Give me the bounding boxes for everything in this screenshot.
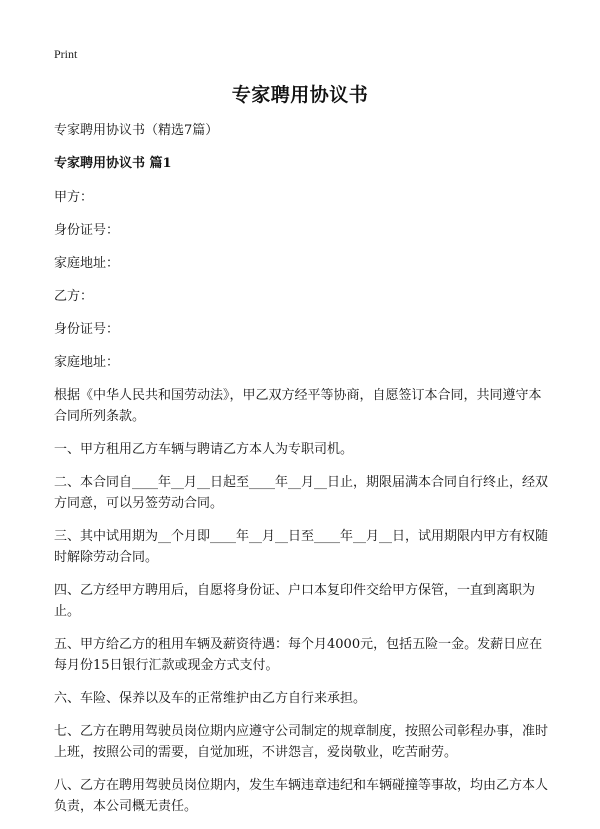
field-party-a: 甲方： bbox=[54, 190, 94, 205]
print-link[interactable]: Print bbox=[54, 47, 78, 61]
field-party-a-address: 家庭地址： bbox=[54, 256, 120, 271]
paragraph-clause-4: 四、乙方经甲方聘用后，自愿将身份证、户口本复印件交给甲方保管，一直到离职为止。 bbox=[54, 583, 536, 619]
field-party-b-address: 家庭地址： bbox=[54, 355, 120, 370]
paragraph-clause-7: 七、乙方在聘用驾驶员岗位期内应遵守公司制定的规章制度，按照公司彰程办事，准时上班，按照公司的需要，自觉加班，不讲怨言，爱岗敬业，吃苦耐劳。 bbox=[54, 724, 549, 760]
field-party-b-id: 身份证号： bbox=[54, 322, 120, 337]
document-title: 专家聘用协议书 bbox=[231, 84, 369, 106]
paragraph-clause-5: 五、甲方给乙方的租用车辆及薪资待遇：每个月4000元，包括五险一金。发薪日应在每月份15日银行汇款或现金方式支付。 bbox=[54, 637, 543, 673]
field-party-a-id: 身份证号： bbox=[54, 223, 120, 238]
field-party-b: 乙方： bbox=[54, 289, 94, 304]
paragraph-clause-2: 二、本合同自____年__月__日起至____年__月__日止，期限届满本合同自行终止，经双方同意，可以另签劳动合同。 bbox=[54, 475, 549, 511]
paragraph-clause-6: 六、车险、保养以及车的正常维护由乙方自行来承担。 bbox=[54, 691, 367, 706]
paragraph-clause-1: 一、甲方租用乙方车辆与聘请乙方本人为专职司机。 bbox=[54, 442, 354, 457]
paragraph-clause-8: 八、乙方在聘用驾驶员岗位期内，发生车辆违章违纪和车辆碰撞等事故，均由乙方本人负责，本公司概无责任。 bbox=[54, 778, 549, 814]
section-title: 专家聘用协议书 篇1 bbox=[54, 156, 172, 171]
paragraph-preamble: 根据《中华人民共和国劳动法》，甲乙双方经平等协商，自愿签订本合同，共同遵守本合同所列条款。 bbox=[54, 388, 542, 424]
document-subtitle: 专家聘用协议书（精选7篇） bbox=[54, 123, 219, 138]
document-body bbox=[54, 120, 554, 829]
paragraph-clause-3: 三、其中试用期为__个月即____年__月__日至____年__月__日，试用期限内甲方有权随时解除劳动合同。 bbox=[54, 529, 549, 565]
